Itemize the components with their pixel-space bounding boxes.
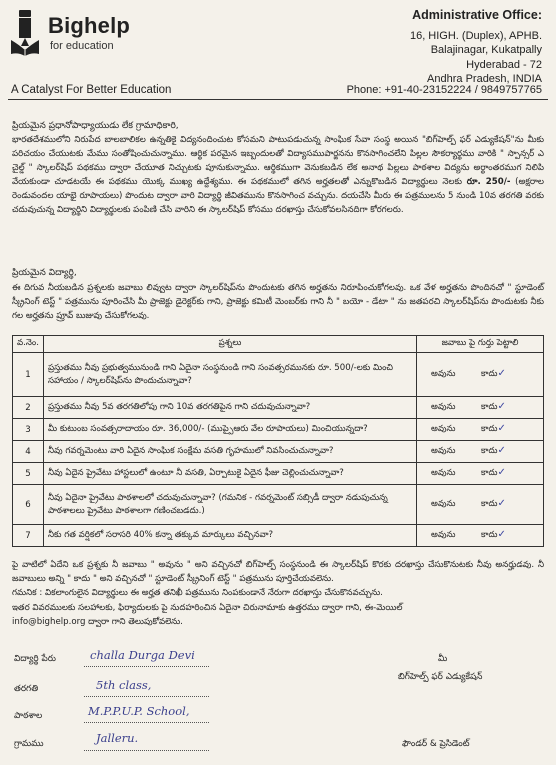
brand-name: Bighelp [48,13,131,38]
class-value[interactable]: 5th class, [96,678,152,692]
header-divider [8,99,548,100]
question-text: నీవు ఏదైనా ప్రైవేటు పాఠశాలలో చదువుచున్నావా? (గమనిక - గవర్నమెంట్ సబ్సిడీ ద్వారా నడుపుచున్న పాఠశాలలు ప్రైవేటు పాఠశాలగా గణించబడదు.) [44,485,417,525]
answer-options[interactable] [417,353,544,397]
col-header-number: వ.నెం. [13,336,44,353]
yes-option[interactable]: అవును [431,499,456,509]
question-text: మీ కుటుంబ సంవత్సరాదాయం రూ. 36,000/- (ముప్పైఆరు వేల రూపాయలు) మించియున్నదా? [44,419,417,441]
table-row [13,397,544,419]
question-text: నీవు గవర్నమెంటు వారి ఏదైన సాంఘిక సంక్షేమ వసతి గృహములో నివసించుచున్నావా? [44,441,417,463]
field-underline [84,750,209,751]
yes-option[interactable]: అవును [431,446,456,456]
field-underline [84,722,209,723]
question-text: నీకు గత వర్షికలో సరాసరి 40% కన్నా తక్కువ మార్కులు వచ్చినవా? [44,525,417,547]
row-number: 6 [13,485,44,525]
office-phone: Phone: +91-40-23152224 / 9849757765 [346,84,542,96]
no-option[interactable]: కాదు [481,530,498,540]
answer-options[interactable] [417,525,544,547]
col-header-questions: ప్రశ్నలు [44,336,417,353]
office-line: 16, HIGH. (Duplex), APHB. [409,29,542,42]
check-mark-icon: ✓ [497,368,506,379]
question-text: ప్రస్తుతము నీవు ప్రభుత్వమునుండి గాని ఏదైనా సంస్థనుండి గాని సంవత్సరమునకు రూ. 500/-లకు మించి సహాయం / స్కాలర్‌షిప్‌ను పొందుచున్నావా? [44,353,417,397]
student-paragraph: ఈ దిగువ నీయబడిన ప్రశ్నలకు జవాబు లివ్వుట ద్వారా స్కాలర్‌షిప్‌ను పొందుటకు తగిన అర్హతను నిరూపించుకోగలవు. ఒక వేళ అర్హతను పొందినచో " స్టూడెంట్ స్క్రీనింగ్ టెస్ట్ " పత్రమును పూరించేసి మీ ప్రాజెక్టు డైరెక్టర్‌కు గాని, ప్రాజెక్టు కమిటీ మెంబర్‌కు గాని నీ " బయో - డేటా " ను జతపరచి స్కాలర్‌షిప్‌ను పొందుటకు నీకు గల అర్హతను ప్రూవ్ బుజువు చేసుకోగలవు. [12,283,544,321]
intro-paragraph [12,133,544,217]
answer-options[interactable] [417,397,544,419]
bighelp-logo-icon [10,10,40,56]
intro-text: భారతదేశములోని నిరుపేద బాలబాలికల ఉన్నతికై విద్యనందించుట కోసమని పాటుపడుచున్న సాంఘిక సేవా సంస్థ అయిన "బిగ్‌హెల్ప్ ఫర్ ఎడ్యుకేషన్"ను మీకు పరిచయం చేయుటకు మేము సంతోషించుచున్నాము. ఆర్థిక పరమైన ఇబ్బందులతో విద్యాసముపార్జనను కొనసాగించలేని పిల్లల సౌకర్యార్థము వారికి " స్పాన్సర్ ఎ చైల్డ్ " స్కాలర్‌షిప్ పథకము ద్వారా చేయూత నిచ్చుటకు పూనుకున్నాము. ఆర్థికముగా వెనుకబడిన లేక అనాథ పిల్లలు పాఠశాల విద్యను అర్థాంతరముగ నిలిపి వేయకుండా చూడటయే ఈ పథకము యొక్క ముఖ్య ఉద్దేశ్యము. ఈ పథకములో తగిన అర్హతలతో ఎన్నుకొబడిన విద్యార్థులు నెలకు [12,135,544,187]
no-option[interactable]: కాదు [481,499,498,509]
student-name-value[interactable]: challa Durga Devi [90,648,195,662]
table-row [13,353,544,397]
table-row [13,441,544,463]
office-line: Balajinagar, Kukatpally [430,44,542,56]
field-label-village: గ్రామము [14,739,44,749]
yes-option[interactable]: అవును [431,402,456,412]
check-mark-icon: ✓ [497,423,506,434]
salutation-student: ప్రియమైన విద్యార్థి, [12,268,77,278]
col-header-answer: జవాబు పై గుర్తు పెట్టాలి [417,336,544,353]
field-label-class: తరగతి [14,684,39,694]
office-line: Andhra Pradesh, INDIA [427,73,542,85]
row-number: 2 [13,397,44,419]
check-mark-icon: ✓ [497,498,506,509]
answer-options[interactable] [417,463,544,485]
salutation-headmaster: ప్రియమైన ప్రధానోపాధ్యాయుడు లేక గ్రామాధికారి, [12,121,179,131]
field-label-school: పాఠశాల [14,711,43,721]
answer-options[interactable] [417,419,544,441]
row-number: 1 [13,353,44,397]
tagline: A Catalyst For Better Education [11,84,172,96]
row-number: 4 [13,441,44,463]
check-mark-icon: ✓ [497,467,506,478]
row-number: 3 [13,419,44,441]
check-mark-icon: ✓ [497,445,506,456]
no-option[interactable]: కాదు [481,468,498,478]
answer-options[interactable] [417,485,544,525]
check-mark-icon: ✓ [497,401,506,412]
table-row [13,485,544,525]
no-option[interactable]: కాదు [481,369,498,379]
table-header-row [13,336,544,353]
row-number: 7 [13,525,44,547]
no-option[interactable]: కాదు [481,446,498,456]
table-row [13,463,544,485]
contact-paragraph: ఇతర వివరములకు సలహాలకు, ఫిర్యాదులకు పై నుదహరించిన ఏదైనా చిరునామాకు ఉత్తరము ద్వారా గాని, ఈ-మెయిల్ [12,603,403,613]
sign-organisation: బిగ్‌హెల్ప్ ఫర్ ఎడ్యుకేషన్ [398,672,483,682]
field-underline [84,666,209,667]
answer-options[interactable] [417,441,544,463]
brand-subtitle: for education [50,40,114,52]
sign-founder-president: ఫౌండర్ & ప్రెసిడెంట్ [402,739,470,749]
handicapped-note: గమనిక : వికలాంగులైన విద్యార్థులు ఈ అర్హత తనిఖీ పత్రమును నింపకుండానే నేరుగా దరఖాస్తు చేసుకొనవచ్చును. [12,588,383,598]
check-mark-icon: ✓ [497,529,506,540]
ineligibility-paragraph: పై వాటిలో ఏదేని ఒక ప్రశ్నకు నీ జవాబు " అవును " అని వచ్చినచో బిగ్‌హెల్ప్ సంస్థనుండి ఈ స్కాలర్‌షిప్ కొరకు దరఖాస్తు చేసుకొనుటకు నీవు అనర్హుడవు. నీ జవాబులు అన్ని " కాదు " అని వచ్చినచో " స్టూడెంట్ స్క్రీనింగ్ టెస్ట్ " పత్రమును పూర్తిచేయవలెను. [12,560,544,584]
row-number: 5 [13,463,44,485]
office-title: Administrative Office: [412,8,542,22]
no-option[interactable]: కాదు [481,424,498,434]
yes-option[interactable]: అవును [431,530,456,540]
sign-yours: మీ [438,654,448,664]
question-text: నీవు ఏదైన ప్రైవేటు హాస్టలులో ఉంటూ నీ వసతి, ఏర్పాటుకై ఏదైన ఫీజు చెల్లించుచున్నావా? [44,463,417,485]
field-label-student-name: విద్యార్థి పేరు [14,654,56,664]
intro-text-cont: (అక్షరాల రెండువందల యాభై రూపాయలు) పొందుట ద్వారా వారి విద్యార్థి జీవితమును కొనసాగించ వచ్చును. దయచేసి మీరు ఈ పత్రములను 5 నుండి 10వ తరగతి వరకు చదువుచున్న విద్యార్థిని విద్యార్థులకు పంపిణి చేసి వారిని ఈ స్కాలర్‌షిప్ కోసము దరఖాస్తు చేసుకోవలసినదిగా కోరగలరు. [12,177,545,215]
yes-option[interactable]: అవును [431,468,456,478]
table-row [13,525,544,547]
eligibility-table [12,335,544,547]
email-line: info@bighelp.org ద్వారా గాని తెలుపుకోవలెను. [12,617,183,627]
office-address [410,8,542,87]
scholarship-amount: రూ. 250/- [466,177,511,187]
yes-option[interactable]: అవును [431,424,456,434]
village-value[interactable]: Jalleru. [96,731,139,745]
field-underline [84,696,209,697]
question-text: ప్రస్తుతము నీవు 5వ తరగతిలోపు గాని 10వ తరగతిపైన గాని చదువుచున్నావా? [44,397,417,419]
office-line: Hyderabad - 72 [466,58,542,71]
school-value[interactable]: M.P.P.U.P. School, [88,704,190,718]
yes-option[interactable]: అవును [431,369,456,379]
table-row [13,419,544,441]
no-option[interactable]: కాదు [481,402,498,412]
